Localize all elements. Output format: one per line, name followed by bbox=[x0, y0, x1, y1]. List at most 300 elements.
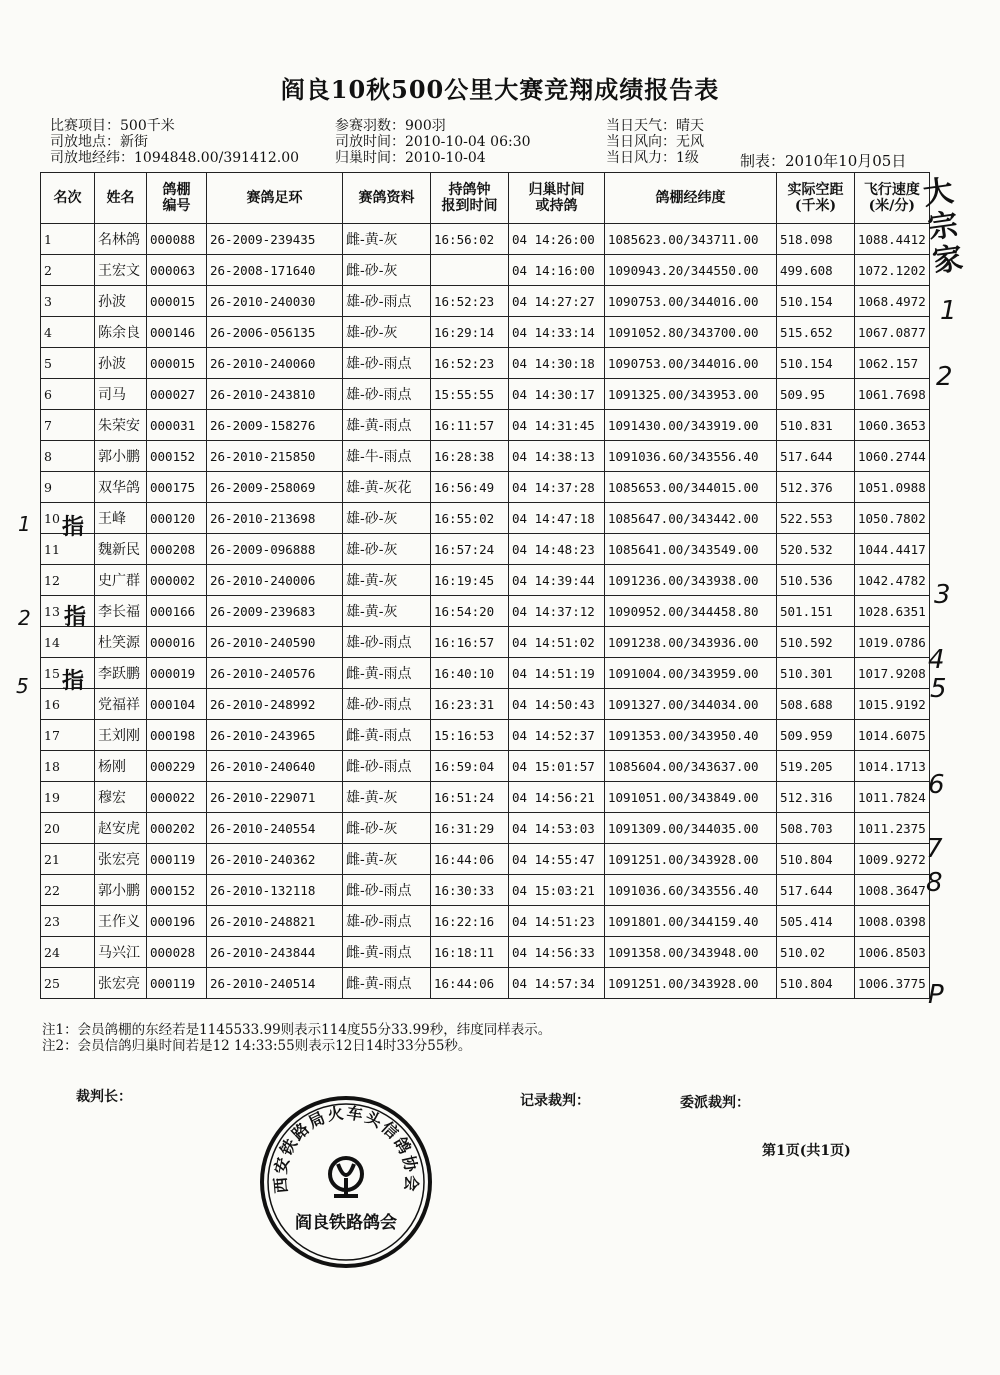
column-header: 归巢时间 或持鸽 bbox=[509, 173, 605, 224]
column-header: 姓名 bbox=[95, 173, 147, 224]
table-cell: 孙波 bbox=[95, 348, 147, 379]
table-cell: 1085623.00/343711.00 bbox=[605, 224, 777, 255]
table-cell: 史广群 bbox=[95, 565, 147, 596]
table-cell: 16 bbox=[41, 689, 95, 720]
delegate-judge-label: 委派裁判： bbox=[680, 1095, 750, 1111]
table-cell: 郭小鹏 bbox=[95, 875, 147, 906]
table-cell: 王刘刚 bbox=[95, 720, 147, 751]
meta-column-3 bbox=[606, 118, 704, 166]
table-cell: 04 14:39:44 bbox=[509, 565, 605, 596]
table-cell bbox=[431, 255, 509, 286]
table-cell: 16:52:23 bbox=[431, 286, 509, 317]
handwritten-rank-mark: 5 bbox=[930, 674, 947, 704]
table-cell: 26-2010-240006 bbox=[207, 565, 343, 596]
table-cell: 1091036.60/343556.40 bbox=[605, 441, 777, 472]
handwritten-rank-mark: P bbox=[928, 980, 944, 1010]
table-cell: 1067.0877 bbox=[855, 317, 930, 348]
table-cell: 16:51:24 bbox=[431, 782, 509, 813]
table-cell: 508.688 bbox=[777, 689, 855, 720]
table-cell: 04 14:48:23 bbox=[509, 534, 605, 565]
table-row bbox=[41, 720, 930, 751]
table-cell: 26-2010-243810 bbox=[207, 379, 343, 410]
table-cell: 510.154 bbox=[777, 286, 855, 317]
table-row bbox=[41, 410, 930, 441]
table-cell: 1050.7802 bbox=[855, 503, 930, 534]
table-cell: 26-2010-132118 bbox=[207, 875, 343, 906]
table-row bbox=[41, 379, 930, 410]
table-cell: 雄-黄-灰 bbox=[343, 565, 431, 596]
meta-release-place: 司放地点：新街 bbox=[50, 134, 148, 150]
table-cell: 000002 bbox=[147, 565, 207, 596]
table-cell: 26-2010-243844 bbox=[207, 937, 343, 968]
table-cell: 000016 bbox=[147, 627, 207, 658]
table-cell: 6 bbox=[41, 379, 95, 410]
table-cell: 26-2010-240030 bbox=[207, 286, 343, 317]
table-cell: 20 bbox=[41, 813, 95, 844]
table-cell: 李跃鹏 bbox=[95, 658, 147, 689]
table-cell: 1011.2375 bbox=[855, 813, 930, 844]
svg-text:西安铁路局火车头信鸽协会: 西安铁路局火车头信鸽协会 bbox=[270, 1103, 422, 1195]
table-cell: 16:54:20 bbox=[431, 596, 509, 627]
table-cell: 1091801.00/344159.40 bbox=[605, 906, 777, 937]
table-cell: 1091036.60/343556.40 bbox=[605, 875, 777, 906]
meta-wind-force: 当日风力：1级 bbox=[606, 150, 699, 166]
table-cell: 王峰 bbox=[95, 503, 147, 534]
table-cell: 18 bbox=[41, 751, 95, 782]
table-cell: 李长福 bbox=[95, 596, 147, 627]
handwritten-left-mark: 1 bbox=[18, 512, 31, 536]
table-cell: 512.376 bbox=[777, 472, 855, 503]
table-row bbox=[41, 844, 930, 875]
table-cell: 1091251.00/343928.00 bbox=[605, 968, 777, 999]
table-cell: 16:40:10 bbox=[431, 658, 509, 689]
table-cell: 22 bbox=[41, 875, 95, 906]
table-cell: 26-2010-240362 bbox=[207, 844, 343, 875]
table-cell: 1068.4972 bbox=[855, 286, 930, 317]
table-cell: 杜笑源 bbox=[95, 627, 147, 658]
handwritten-left-mark: 5 bbox=[16, 674, 29, 698]
table-cell: 1090952.00/344458.80 bbox=[605, 596, 777, 627]
table-cell: 16:57:24 bbox=[431, 534, 509, 565]
table-row bbox=[41, 534, 930, 565]
table-cell: 16:11:57 bbox=[431, 410, 509, 441]
table-cell: 12 bbox=[41, 565, 95, 596]
table-cell: 000175 bbox=[147, 472, 207, 503]
table-cell: 1091004.00/343959.00 bbox=[605, 658, 777, 689]
table-cell: 10 bbox=[41, 503, 95, 534]
table-cell: 朱荣安 bbox=[95, 410, 147, 441]
railway-emblem-icon bbox=[330, 1158, 362, 1196]
table-cell: 23 bbox=[41, 906, 95, 937]
column-header: 鸽棚经纬度 bbox=[605, 173, 777, 224]
table-cell: 3 bbox=[41, 286, 95, 317]
handwritten-zhi-mark: 指 bbox=[64, 604, 87, 630]
handwritten-left-mark: 2 bbox=[18, 606, 31, 630]
meta-event: 比赛项目：500千米 bbox=[50, 118, 175, 134]
meta-return-time: 归巢时间：2010-10-04 bbox=[335, 150, 486, 166]
table-cell: 517.644 bbox=[777, 875, 855, 906]
table-cell: 509.95 bbox=[777, 379, 855, 410]
table-cell: 26-2010-240514 bbox=[207, 968, 343, 999]
table-cell: 04 14:56:21 bbox=[509, 782, 605, 813]
table-row bbox=[41, 813, 930, 844]
table-cell: 1091309.00/344035.00 bbox=[605, 813, 777, 844]
table-cell: 16:59:04 bbox=[431, 751, 509, 782]
table-cell: 1085647.00/343442.00 bbox=[605, 503, 777, 534]
table-row bbox=[41, 627, 930, 658]
handwritten-rank-mark: 2 bbox=[936, 362, 953, 392]
table-cell: 雄-黄-灰 bbox=[343, 596, 431, 627]
notes bbox=[42, 1022, 551, 1054]
table-cell: 雄-砂-灰 bbox=[343, 317, 431, 348]
table-cell: 000198 bbox=[147, 720, 207, 751]
table-cell: 04 14:50:43 bbox=[509, 689, 605, 720]
table-cell: 510.301 bbox=[777, 658, 855, 689]
table-cell: 26-2008-171640 bbox=[207, 255, 343, 286]
table-cell: 1091251.00/343928.00 bbox=[605, 844, 777, 875]
table-cell: 1014.6075 bbox=[855, 720, 930, 751]
table-cell: 15 bbox=[41, 658, 95, 689]
table-cell: 7 bbox=[41, 410, 95, 441]
table-row bbox=[41, 255, 930, 286]
table-cell: 26-2010-240554 bbox=[207, 813, 343, 844]
table-cell: 04 14:47:18 bbox=[509, 503, 605, 534]
table-cell: 13 bbox=[41, 596, 95, 627]
table-cell: 2 bbox=[41, 255, 95, 286]
table-cell: 雄-砂-雨点 bbox=[343, 348, 431, 379]
table-cell: 雄-砂-灰 bbox=[343, 534, 431, 565]
table-cell: 穆宏 bbox=[95, 782, 147, 813]
table-cell: 1006.3775 bbox=[855, 968, 930, 999]
note-2: 注2：会员信鸽归巢时间若是12 14:33:55则表示12日14时33分55秒。 bbox=[42, 1038, 472, 1054]
table-cell: 000146 bbox=[147, 317, 207, 348]
table-cell: 04 14:30:17 bbox=[509, 379, 605, 410]
table-cell: 517.644 bbox=[777, 441, 855, 472]
table-cell: 马兴江 bbox=[95, 937, 147, 968]
table-cell: 04 14:31:45 bbox=[509, 410, 605, 441]
table-row bbox=[41, 224, 930, 255]
table-cell: 510.154 bbox=[777, 348, 855, 379]
table-cell: 26-2010-240640 bbox=[207, 751, 343, 782]
table-cell: 501.151 bbox=[777, 596, 855, 627]
table-cell: 000196 bbox=[147, 906, 207, 937]
table-cell: 雌-黄-灰 bbox=[343, 224, 431, 255]
table-cell: 04 14:33:14 bbox=[509, 317, 605, 348]
table-cell: 16:22:16 bbox=[431, 906, 509, 937]
table-cell: 505.414 bbox=[777, 906, 855, 937]
table-cell: 510.804 bbox=[777, 844, 855, 875]
table-cell: 510.02 bbox=[777, 937, 855, 968]
svg-text:阎良铁路鸽会: 阎良铁路鸽会 bbox=[295, 1213, 397, 1233]
table-cell: 000019 bbox=[147, 658, 207, 689]
table-cell: 11 bbox=[41, 534, 95, 565]
table-cell: 1091430.00/343919.00 bbox=[605, 410, 777, 441]
table-cell: 26-2010-240060 bbox=[207, 348, 343, 379]
meta-column-1 bbox=[50, 118, 299, 166]
table-cell: 陈余良 bbox=[95, 317, 147, 348]
association-seal bbox=[258, 1094, 434, 1270]
table-cell: 04 14:53:03 bbox=[509, 813, 605, 844]
table-cell: 雄-黄-灰 bbox=[343, 782, 431, 813]
table-cell: 000202 bbox=[147, 813, 207, 844]
meta-weather: 当日天气：晴天 bbox=[606, 118, 704, 134]
table-cell: 04 14:38:13 bbox=[509, 441, 605, 472]
table-cell: 000120 bbox=[147, 503, 207, 534]
meta-release-coords: 司放地经纬：1094848.00/391412.00 bbox=[50, 150, 300, 166]
table-cell: 雄-砂-雨点 bbox=[343, 286, 431, 317]
table-cell: 04 15:01:57 bbox=[509, 751, 605, 782]
table-cell: 04 14:37:12 bbox=[509, 596, 605, 627]
table-cell: 515.652 bbox=[777, 317, 855, 348]
table-cell: 雌-砂-雨点 bbox=[343, 875, 431, 906]
handwritten-margin-note: 大宗家 bbox=[920, 173, 966, 280]
table-cell: 1 bbox=[41, 224, 95, 255]
table-cell: 26-2009-158276 bbox=[207, 410, 343, 441]
table-row bbox=[41, 782, 930, 813]
table-cell: 1085604.00/343637.00 bbox=[605, 751, 777, 782]
table-cell: 510.536 bbox=[777, 565, 855, 596]
table-cell: 1008.3647 bbox=[855, 875, 930, 906]
table-cell: 1014.1713 bbox=[855, 751, 930, 782]
table-cell: 郭小鹏 bbox=[95, 441, 147, 472]
table-cell: 雌-砂-灰 bbox=[343, 255, 431, 286]
table-row bbox=[41, 596, 930, 627]
table-cell: 1006.8503 bbox=[855, 937, 930, 968]
table-cell: 16:29:14 bbox=[431, 317, 509, 348]
table-cell: 雄-砂-雨点 bbox=[343, 379, 431, 410]
table-cell: 04 14:26:00 bbox=[509, 224, 605, 255]
table-row bbox=[41, 565, 930, 596]
table-cell: 000152 bbox=[147, 441, 207, 472]
table-cell: 24 bbox=[41, 937, 95, 968]
table-cell: 520.532 bbox=[777, 534, 855, 565]
table-cell: 16:31:29 bbox=[431, 813, 509, 844]
table-cell: 510.592 bbox=[777, 627, 855, 658]
column-header: 持鸽钟 报到时间 bbox=[431, 173, 509, 224]
chief-judge-label: 裁判长： bbox=[76, 1089, 132, 1105]
table-cell: 04 14:27:27 bbox=[509, 286, 605, 317]
table-row bbox=[41, 286, 930, 317]
table-cell: 1091051.00/343849.00 bbox=[605, 782, 777, 813]
table-cell: 000028 bbox=[147, 937, 207, 968]
table-header-row bbox=[41, 173, 930, 224]
table-row bbox=[41, 968, 930, 999]
table-cell: 04 14:37:28 bbox=[509, 472, 605, 503]
table-cell: 000022 bbox=[147, 782, 207, 813]
table-cell: 26-2009-096888 bbox=[207, 534, 343, 565]
table-cell: 000063 bbox=[147, 255, 207, 286]
table-cell: 509.959 bbox=[777, 720, 855, 751]
table-cell: 1019.0786 bbox=[855, 627, 930, 658]
table-cell: 26-2010-215850 bbox=[207, 441, 343, 472]
handwritten-zhi-mark: 指 bbox=[62, 668, 85, 694]
table-cell: 雄-砂-雨点 bbox=[343, 627, 431, 658]
table-cell: 雄-砂-雨点 bbox=[343, 689, 431, 720]
table-cell: 04 14:57:34 bbox=[509, 968, 605, 999]
table-cell: 000015 bbox=[147, 286, 207, 317]
table-cell: 杨刚 bbox=[95, 751, 147, 782]
table-cell: 1011.7824 bbox=[855, 782, 930, 813]
table-cell: 16:18:11 bbox=[431, 937, 509, 968]
table-cell: 1090753.00/344016.00 bbox=[605, 286, 777, 317]
table-cell: 000166 bbox=[147, 596, 207, 627]
table-cell: 雄-砂-灰 bbox=[343, 503, 431, 534]
table-row bbox=[41, 689, 930, 720]
table-cell: 16:23:31 bbox=[431, 689, 509, 720]
table-cell: 14 bbox=[41, 627, 95, 658]
handwritten-rank-mark: 1 bbox=[940, 296, 957, 326]
table-cell: 000088 bbox=[147, 224, 207, 255]
table-cell: 张宏亮 bbox=[95, 968, 147, 999]
table-cell: 16:16:57 bbox=[431, 627, 509, 658]
table-cell: 雌-砂-灰 bbox=[343, 813, 431, 844]
table-cell: 510.804 bbox=[777, 968, 855, 999]
table-cell: 518.098 bbox=[777, 224, 855, 255]
table-cell: 1061.7698 bbox=[855, 379, 930, 410]
column-header: 赛鸽资料 bbox=[343, 173, 431, 224]
table-cell: 雄-黄-雨点 bbox=[343, 410, 431, 441]
table-cell: 15:16:53 bbox=[431, 720, 509, 751]
table-cell: 雄-砂-雨点 bbox=[343, 906, 431, 937]
table-cell: 26-2010-213698 bbox=[207, 503, 343, 534]
table-cell: 1091236.00/343938.00 bbox=[605, 565, 777, 596]
table-cell: 雌-黄-雨点 bbox=[343, 720, 431, 751]
table-cell: 1060.2744 bbox=[855, 441, 930, 472]
table-cell: 王作义 bbox=[95, 906, 147, 937]
table-cell: 519.205 bbox=[777, 751, 855, 782]
table-body bbox=[41, 224, 930, 999]
table-cell: 21 bbox=[41, 844, 95, 875]
table-cell: 04 14:16:00 bbox=[509, 255, 605, 286]
table-cell: 512.316 bbox=[777, 782, 855, 813]
record-judge-label: 记录裁判： bbox=[520, 1093, 590, 1109]
table-cell: 1072.1202 bbox=[855, 255, 930, 286]
table-cell: 雌-黄-雨点 bbox=[343, 658, 431, 689]
table-cell: 雌-砂-雨点 bbox=[343, 751, 431, 782]
table-cell: 510.831 bbox=[777, 410, 855, 441]
handwritten-rank-mark: 3 bbox=[934, 580, 951, 610]
table-cell: 26-2010-229071 bbox=[207, 782, 343, 813]
table-cell: 1085653.00/344015.00 bbox=[605, 472, 777, 503]
table-cell: 25 bbox=[41, 968, 95, 999]
table-row bbox=[41, 875, 930, 906]
table-cell: 张宏亮 bbox=[95, 844, 147, 875]
table-cell: 26-2010-240576 bbox=[207, 658, 343, 689]
table-cell: 双华鸽 bbox=[95, 472, 147, 503]
table-cell: 16:56:02 bbox=[431, 224, 509, 255]
table-cell: 000119 bbox=[147, 844, 207, 875]
table-cell: 1009.9272 bbox=[855, 844, 930, 875]
table-cell: 000104 bbox=[147, 689, 207, 720]
table-cell: 000015 bbox=[147, 348, 207, 379]
meta-wind-direction: 当日风向：无风 bbox=[606, 134, 704, 150]
table-row bbox=[41, 658, 930, 689]
table-cell: 1060.3653 bbox=[855, 410, 930, 441]
table-cell: 000027 bbox=[147, 379, 207, 410]
table-cell: 000152 bbox=[147, 875, 207, 906]
table-cell: 04 14:52:37 bbox=[509, 720, 605, 751]
table-cell: 26-2010-243965 bbox=[207, 720, 343, 751]
table-cell: 魏新民 bbox=[95, 534, 147, 565]
table-cell: 04 14:51:23 bbox=[509, 906, 605, 937]
table-row bbox=[41, 503, 930, 534]
table-cell: 1090943.20/344550.00 bbox=[605, 255, 777, 286]
table-cell: 26-2010-240590 bbox=[207, 627, 343, 658]
table-cell: 1051.0988 bbox=[855, 472, 930, 503]
meta-entries: 参赛羽数：900羽 bbox=[335, 118, 446, 134]
table-cell: 1088.4412 bbox=[855, 224, 930, 255]
results-table bbox=[40, 172, 930, 999]
table-cell: 雌-黄-灰 bbox=[343, 844, 431, 875]
table-cell: 雌-黄-雨点 bbox=[343, 937, 431, 968]
table-row bbox=[41, 751, 930, 782]
table-cell: 16:30:33 bbox=[431, 875, 509, 906]
meta-column-2 bbox=[335, 118, 531, 166]
table-cell: 26-2009-239683 bbox=[207, 596, 343, 627]
table-cell: 1017.9208 bbox=[855, 658, 930, 689]
table-cell: 16:55:02 bbox=[431, 503, 509, 534]
table-cell: 1091327.00/344034.00 bbox=[605, 689, 777, 720]
table-cell: 孙波 bbox=[95, 286, 147, 317]
table-row bbox=[41, 317, 930, 348]
table-cell: 雄-牛-雨点 bbox=[343, 441, 431, 472]
table-cell: 04 14:30:18 bbox=[509, 348, 605, 379]
handwritten-zhi-mark: 指 bbox=[62, 514, 85, 540]
table-cell: 党福祥 bbox=[95, 689, 147, 720]
table-row bbox=[41, 472, 930, 503]
table-cell: 赵安虎 bbox=[95, 813, 147, 844]
table-cell: 16:52:23 bbox=[431, 348, 509, 379]
table-cell: 26-2009-239435 bbox=[207, 224, 343, 255]
column-header: 名次 bbox=[41, 173, 95, 224]
table-cell: 1090753.00/344016.00 bbox=[605, 348, 777, 379]
table-cell: 1028.6351 bbox=[855, 596, 930, 627]
table-row bbox=[41, 937, 930, 968]
table-cell: 508.703 bbox=[777, 813, 855, 844]
table-cell: 王宏文 bbox=[95, 255, 147, 286]
table-cell: 17 bbox=[41, 720, 95, 751]
table-cell: 16:44:06 bbox=[431, 844, 509, 875]
handwritten-rank-mark: 8 bbox=[926, 868, 943, 898]
table-cell: 04 14:56:33 bbox=[509, 937, 605, 968]
table-cell: 1091353.00/343950.40 bbox=[605, 720, 777, 751]
table-cell: 4 bbox=[41, 317, 95, 348]
note-1: 注1：会员鸽棚的东经若是1145533.99则表示114度55分33.99秒，纬度同样表示。 bbox=[42, 1022, 552, 1038]
table-cell: 000229 bbox=[147, 751, 207, 782]
column-header: 赛鸽足环 bbox=[207, 173, 343, 224]
table-cell: 04 14:51:02 bbox=[509, 627, 605, 658]
table-cell: 26-2009-258069 bbox=[207, 472, 343, 503]
table-cell: 1091238.00/343936.00 bbox=[605, 627, 777, 658]
table-cell: 499.608 bbox=[777, 255, 855, 286]
table-cell: 19 bbox=[41, 782, 95, 813]
table-cell: 8 bbox=[41, 441, 95, 472]
table-cell: 522.553 bbox=[777, 503, 855, 534]
table-cell: 1008.0398 bbox=[855, 906, 930, 937]
table-cell: 9 bbox=[41, 472, 95, 503]
table-cell: 26-2010-248992 bbox=[207, 689, 343, 720]
table-cell: 1091052.80/343700.00 bbox=[605, 317, 777, 348]
column-header: 鸽棚 编号 bbox=[147, 173, 207, 224]
table-cell: 000119 bbox=[147, 968, 207, 999]
table-cell: 雄-黄-灰花 bbox=[343, 472, 431, 503]
table-cell: 000208 bbox=[147, 534, 207, 565]
table-row bbox=[41, 906, 930, 937]
table-cell: 16:56:49 bbox=[431, 472, 509, 503]
table-cell: 司马 bbox=[95, 379, 147, 410]
column-header: 实际空距 (千米) bbox=[777, 173, 855, 224]
table-cell: 16:28:38 bbox=[431, 441, 509, 472]
